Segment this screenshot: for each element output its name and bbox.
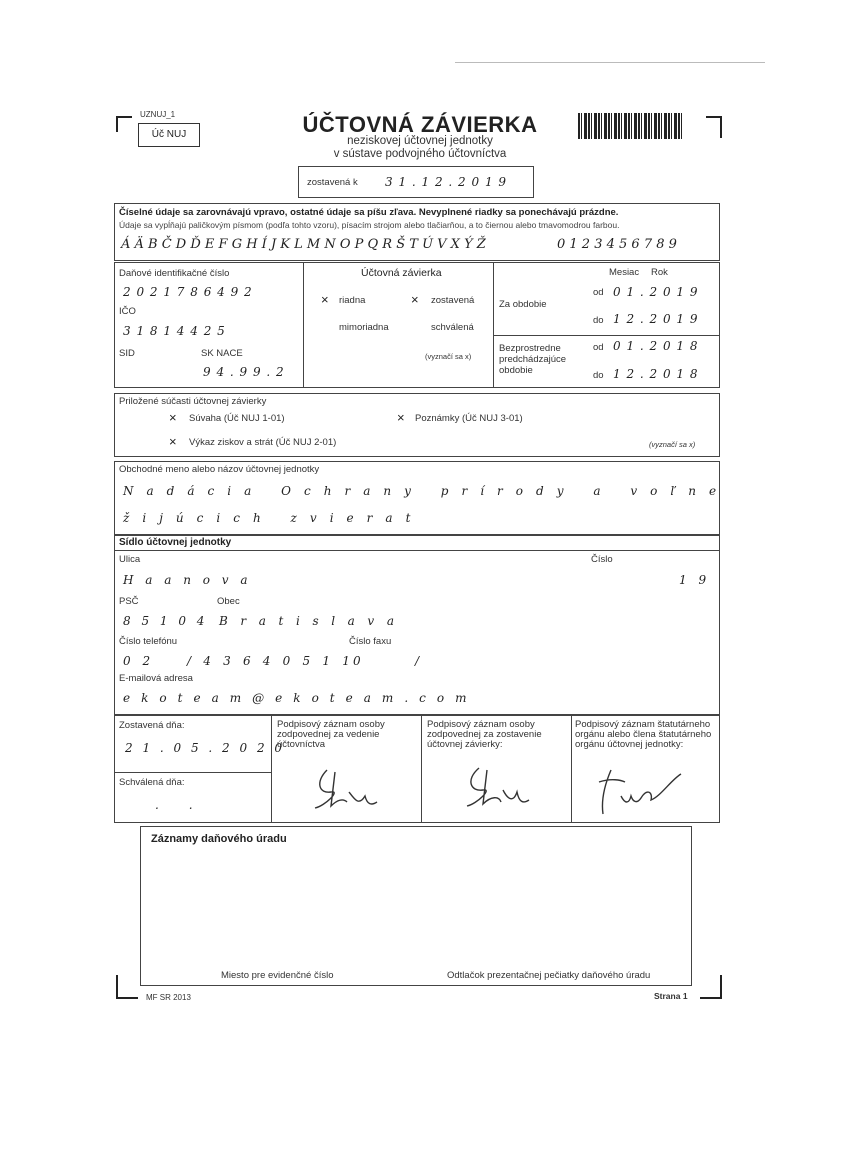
signature-compiler bbox=[455, 762, 535, 816]
form-type-box: Úč NUJ bbox=[138, 123, 200, 147]
compiled-on-date: 2 1 . 0 5 . 2 0 2 0 bbox=[125, 741, 286, 755]
instructions-section: Číselné údaje sa zarovnávajú vpravo, ostatné údaje sa píšu zľava. Nevyplnené riadky sa ponechávajú prázdne. Údaje sa vypĺňajú paličkovým písmom (podľa tohto vzoru), písacím strojom alebo tlačiarňou, a to čiernou alebo tmavomodrou farbou. Á Ä B Č D Ď E F G H Í J K L M N O P Q R Š T Ú V X Ý Ž 0 1 2 3 4 5 6 7 8 9 bbox=[114, 203, 720, 261]
attachments-section: Priložené súčasti účtovnej závierky × Súvaha (Úč NUJ 1-01) × Poznámky (Úč NUJ 3-01) × Výkaz ziskov a strát (Úč NUJ 2-01) (vyznačí sa x) bbox=[114, 393, 720, 457]
city-value: B r a t i s l a v a bbox=[219, 614, 399, 628]
signature-accountant bbox=[305, 762, 385, 816]
phone-number: / 4 3 6 4 0 5 1 1 bbox=[187, 654, 355, 668]
compiled-date: 3 1 . 1 2 . 2 0 1 9 bbox=[385, 175, 508, 189]
top-rule bbox=[455, 62, 765, 63]
footer-left: MF SR 2013 bbox=[146, 993, 191, 1002]
entity-name-line1: N a d á c i a O c h r a n y p r í r o d y a v o ľ n e bbox=[123, 484, 721, 498]
previous-period-to: 1 2 . 2 0 1 8 bbox=[613, 367, 699, 381]
dic-value: 2 0 2 1 7 8 6 4 9 2 bbox=[123, 285, 253, 299]
page-title: ÚČTOVNÁ ZÁVIERKA bbox=[302, 112, 538, 137]
corner-mark-top-left bbox=[116, 116, 132, 132]
check-mark-icon: × bbox=[397, 410, 405, 425]
email-value: e k o t e a m @ e k o t e a m . c o m bbox=[123, 691, 471, 705]
psc-value: 8 5 1 0 4 bbox=[123, 614, 208, 628]
alphabet-sample: Á Ä B Č D Ď E F G H Í J K L M N O P Q R Š T Ú V X Ý Ž bbox=[121, 237, 486, 252]
corner-mark-top-right bbox=[706, 116, 722, 138]
barcode bbox=[578, 113, 682, 139]
current-period-to: 1 2 . 2 0 1 9 bbox=[613, 312, 699, 326]
page-subtitle: neziskovej účtovnej jednotky v sústave podvojného účtovníctva bbox=[333, 135, 507, 160]
corner-mark-bottom-right bbox=[700, 975, 722, 999]
ico-value: 3 1 8 1 4 4 2 5 bbox=[123, 324, 226, 338]
approved-on-date: . . bbox=[155, 798, 194, 812]
page-number: Strana 1 bbox=[654, 991, 688, 1001]
nace-value: 9 4 . 9 9 . 2 bbox=[203, 365, 285, 379]
address-section: Sídlo účtovnej jednotky Ulica Číslo H a a n o v a 1 9 PSČ Obec 8 5 1 0 4 B r a t i s l a v a Číslo telefónu Číslo faxu 0 2 / 4 3 6 4 0 5 1 1 0 / E-mailová adresa e k o t e a m @ e k o t e a m . c o m bbox=[114, 535, 720, 715]
fax-prefix: 0 bbox=[353, 654, 362, 668]
check-mark-icon: × bbox=[169, 410, 177, 425]
entity-name-line2: ž i j ú c i c h z v i e r a t bbox=[123, 511, 416, 525]
digits-sample: 0 1 2 3 4 5 6 7 8 9 bbox=[557, 237, 677, 252]
corner-mark-bottom-left bbox=[116, 975, 138, 999]
form-code: UZNUJ_1 bbox=[140, 110, 176, 119]
signature-section: Zostavená dňa: 2 1 . 0 5 . 2 0 2 0 Schválená dňa: . . Podpisový záznam osoby zodpovednej za vedenie účtovníctva Podpisový záznam osoby zodpovednej za zostavenie účtovnej závierky: Podpisový záznam štatutárneho orgánu alebo člena štatutárneho orgánu účtovnej jednotky: bbox=[114, 715, 720, 823]
street-number-value: 1 9 bbox=[679, 573, 711, 587]
check-mark-icon: × bbox=[321, 292, 329, 307]
compiled-date-box: zostavená k 3 1 . 1 2 . 2 0 1 9 bbox=[298, 166, 534, 198]
identification-section: Daňové identifikačné číslo 2 0 2 1 7 8 6 4 9 2 IČO 3 1 8 1 4 4 2 5 SID SK NACE 9 4 . 9 9 . 2 Účtovná závierka × riadna × zostavená mimoriadna schválená (vyznačí sa x) Mesiac Rok Za obdobie od 0 1 . 2 0 1 9 do 1 2 . 2 0 1 9 Bezprostredne predchádzajúce obdobie od 0 1 . 2 0 1 8 do 1 2 . 2 0 1 8 bbox=[114, 262, 720, 388]
tax-office-section: Záznamy daňového úradu Miesto pre evidenčné číslo Odtlačok prezentačnej pečiatky daňového úradu bbox=[140, 826, 692, 986]
entity-name-section: Obchodné meno alebo názov účtovnej jednotky N a d á c i a O c h r a n y p r í r o d y a v o ľ n e ž i j ú c i c h z v i e r a t bbox=[114, 461, 720, 535]
previous-period-from: 0 1 . 2 0 1 8 bbox=[613, 339, 699, 353]
phone-prefix: 0 2 bbox=[123, 654, 155, 668]
signature-statutory bbox=[581, 760, 691, 818]
check-mark-icon: × bbox=[411, 292, 419, 307]
check-mark-icon: × bbox=[169, 434, 177, 449]
street-value: H a a n o v a bbox=[123, 573, 252, 587]
current-period-from: 0 1 . 2 0 1 9 bbox=[613, 285, 699, 299]
fax-slash: / bbox=[415, 654, 421, 668]
